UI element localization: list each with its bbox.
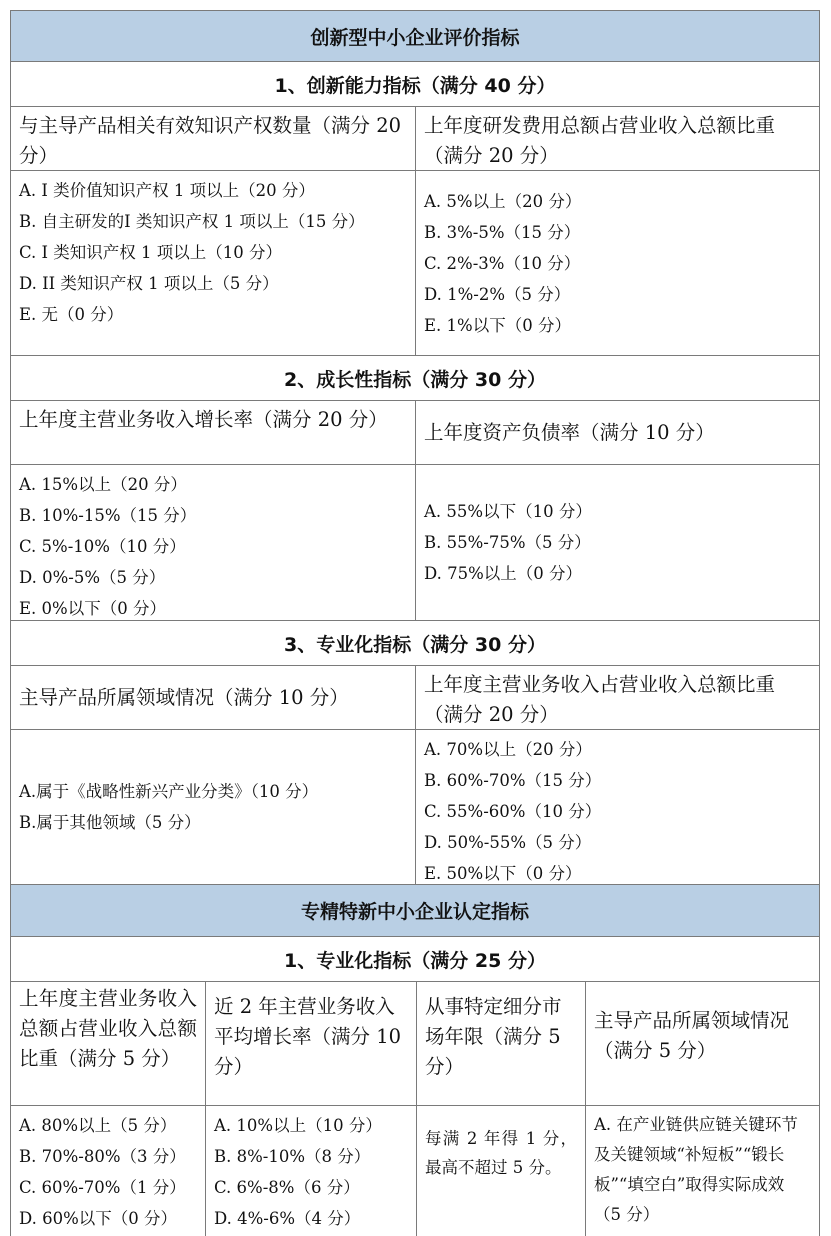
option-item: D. 60%以下（0 分） — [19, 1209, 178, 1228]
option-item: C. 5%-10%（10 分） — [19, 537, 186, 556]
criteria-options-row — [10, 730, 820, 885]
option-item: A. 5%以上（20 分） — [424, 191, 582, 211]
criteria-title-market-years: 从事特定细分市场年限（满分 5 分） — [416, 982, 585, 1105]
option-item: A. 55%以下（10 分） — [424, 502, 592, 521]
options-avg-growth — [205, 1106, 416, 1236]
option-item: E. 50%以下（0 分） — [424, 864, 582, 883]
option-item: C. 6%-8%（6 分） — [214, 1178, 360, 1197]
criteria-options-row — [10, 171, 820, 356]
criteria-title-avg-growth: 近 2 年主营业务收入平均增长率（满分 10 分） — [205, 982, 416, 1105]
options-revenue-share — [11, 1106, 205, 1236]
option-item: E. 0%以下（0 分） — [19, 599, 166, 618]
criteria-title-product-domain-2: 主导产品所属领域情况（满分 5 分） — [585, 982, 819, 1105]
criteria-options-row — [10, 465, 820, 621]
option-item: B. 8%-10%（8 分） — [214, 1147, 371, 1166]
table-title-text: 创新型中小企业评价指标 — [310, 26, 520, 49]
criteria-title-row — [10, 107, 820, 171]
option-item: B.属于其他领域（5 分） — [19, 813, 201, 832]
section-heading-text: 3、专业化指标（满分 30 分） — [284, 633, 546, 656]
option-item: A. I 类价值知识产权 1 项以上（20 分） — [19, 181, 315, 200]
option-item: A. 80%以上（5 分） — [19, 1116, 177, 1135]
options-market-years: 每满 2 年得 1 分，最高不超过 5 分。 — [416, 1106, 585, 1236]
option-item: A. 70%以上（20 分） — [424, 740, 592, 759]
option-item: A. 15%以上（20 分） — [19, 475, 187, 494]
section-heading-innovation — [10, 62, 820, 107]
section-heading-text: 2、成长性指标（满分 30 分） — [284, 368, 546, 391]
options-rd-ratio — [415, 171, 819, 355]
criteria-title-revenue-growth: 上年度主营业务收入增长率（满分 20 分） — [19, 408, 388, 431]
section-heading-text: 1、创新能力指标（满分 40 分） — [274, 74, 556, 97]
table-title-specialized — [10, 885, 820, 937]
options-main-revenue-ratio — [415, 730, 819, 884]
criteria-title-ip-count: 与主导产品相关有效知识产权数量（满分 20 分） — [19, 114, 402, 167]
option-item: D. 50%-55%（5 分） — [424, 833, 592, 852]
criteria-title-revenue-share: 上年度主营业务收入总额占营业收入总额比重（满分 5 分） — [19, 987, 197, 1070]
section-heading-growth — [10, 356, 820, 401]
options-revenue-growth — [11, 465, 415, 620]
criteria-title-main-revenue-ratio: 上年度主营业务收入占营业收入总额比重（满分 20 分） — [415, 666, 819, 729]
option-item: B. 3%-5%（15 分） — [424, 222, 581, 242]
criteria-title-debt-ratio: 上年度资产负债率（满分 10 分） — [415, 401, 819, 464]
evaluation-table — [10, 10, 820, 1236]
option-item: B. 自主研发的I 类知识产权 1 项以上（15 分） — [19, 212, 365, 231]
section-heading-specialization — [10, 621, 820, 666]
option-item: B. 70%-80%（3 分） — [19, 1147, 186, 1166]
section-heading-specialization-2 — [10, 937, 820, 982]
section-heading-text: 1、专业化指标（满分 25 分） — [284, 949, 546, 972]
option-item: D. 75%以上（0 分） — [424, 564, 583, 583]
option-item: C. 60%-70%（1 分） — [19, 1178, 186, 1197]
option-item: D. 0%-5%（5 分） — [19, 568, 166, 587]
options-ip-count — [11, 171, 415, 355]
criteria-title-row-four — [10, 982, 820, 1106]
option-item: D. II 类知识产权 1 项以上（5 分） — [19, 274, 279, 293]
criteria-title-row — [10, 666, 820, 730]
option-item: E. 1%以下（0 分） — [424, 315, 571, 335]
criteria-title-row — [10, 401, 820, 465]
table-title-innovative — [10, 10, 820, 62]
option-item: D. 1%-2%（5 分） — [424, 284, 571, 304]
option-item: B. 55%-75%（5 分） — [424, 533, 591, 552]
option-item: B. 10%-15%（15 分） — [19, 506, 197, 525]
option-item: C. 2%-3%（10 分） — [424, 253, 581, 273]
criteria-title-product-domain: 主导产品所属领域情况（满分 10 分） — [19, 685, 349, 709]
option-item: D. 4%-6%（4 分） — [214, 1209, 361, 1228]
options-product-domain-2: A. 在产业链供应链关键环节及关键领域“补短板”“锻长板”“填空白”取得实际成效（5 分） — [585, 1106, 819, 1236]
option-item: C. I 类知识产权 1 项以上（10 分） — [19, 243, 283, 262]
option-item: E. 无（0 分） — [19, 305, 124, 324]
criteria-options-row-four — [10, 1106, 820, 1236]
options-debt-ratio — [415, 465, 819, 620]
criteria-title-rd-ratio: 上年度研发费用总额占营业收入总额比重（满分 20 分） — [415, 107, 819, 170]
option-item: A. 10%以上（10 分） — [214, 1116, 382, 1135]
options-product-domain — [11, 730, 415, 884]
option-item: A.属于《战略性新兴产业分类》（10 分） — [19, 782, 319, 801]
table-title-text: 专精特新中小企业认定指标 — [300, 901, 529, 923]
option-item: C. 55%-60%（10 分） — [424, 802, 602, 821]
option-item: B. 60%-70%（15 分） — [424, 771, 602, 790]
